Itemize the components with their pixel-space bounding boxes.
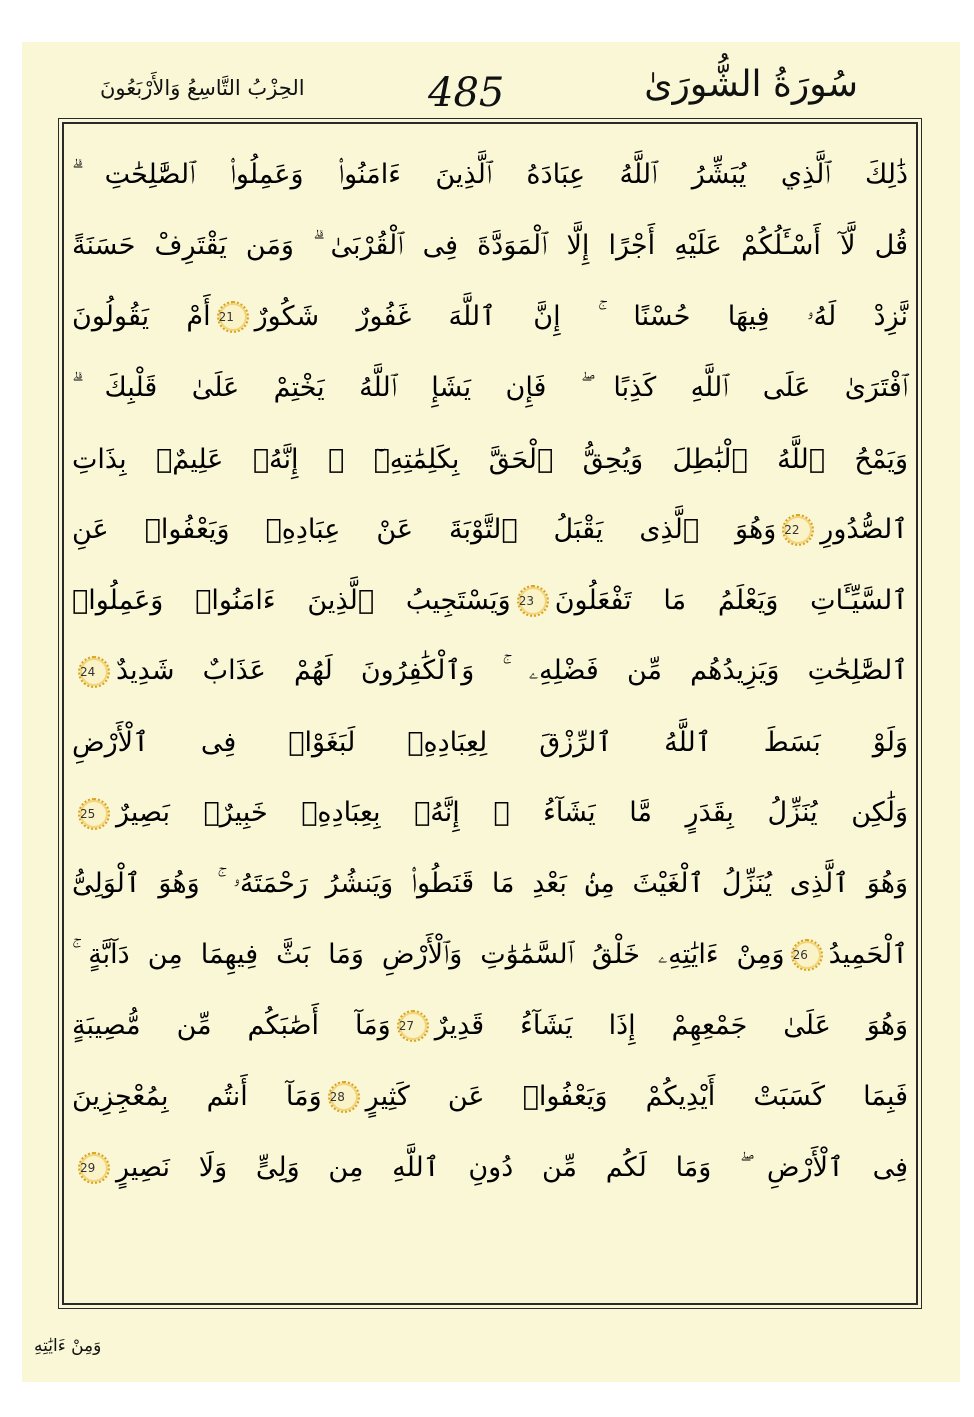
verse-text: وَهُوَ ٱلَّذِى يُنَزِّلُ ٱلْغَيْثَ مِنۢ بَعْدِ مَا قَنَطُوا۟ وَيَنشُرُ رَحْمَتَهُۥ ۚ وَهُوَ ٱلْوَلِىُّ [72, 868, 908, 900]
page-number: 485 [428, 70, 505, 116]
verse-line [72, 707, 908, 778]
verse-line-text [72, 301, 908, 334]
verse-text: ذَٰلِكَ ٱلَّذِي يُبَشِّرُ ٱللَّهُ عِبَادَهُ ٱلَّذِينَ ءَامَنُوا۟ وَعَمِلُوا۟ ٱلصَّٰلِحَٰتِ ۗ [72, 159, 908, 191]
verse-line [72, 636, 908, 707]
verse-line [72, 991, 908, 1062]
ayah-number-marker: 25 [78, 798, 110, 830]
verse-line [72, 1062, 908, 1133]
verse-text: ٱلصَّٰلِحَٰتِ وَيَزِيدُهُم مِّن فَضْلِهِۦ ۚ وَٱلْكَٰفِرُونَ لَهُمْ عَذَابٌ شَدِيدٌ [116, 655, 908, 687]
verse-line-text [72, 372, 908, 404]
verse-text: وَهُوَ عَلَىٰ جَمْعِهِمْ إِذَا يَشَآءُ قَدِيرٌ [434, 1009, 909, 1041]
verse-text: وَمِنْ ءَايَٰتِهِۦ خَلْقُ ٱلسَّمَٰوَٰتِ وَٱلْأَرْضِ وَمَا بَثَّ فِيهِمَا مِن دَآبَّةٍ ۚ [72, 938, 785, 970]
verse-line-text [72, 1081, 908, 1114]
verse-line-text [72, 159, 908, 191]
verse-text: وَيَمْحُ ٱللَّهُ ٱلْبَٰطِلَ وَيُحِقُّ ٱلْحَقَّ بِكَلِمَٰتِهِۦٓ ۚ إِنَّهُۥ عَلِيمٌۢ بِذَاتِ [72, 443, 908, 475]
verse-line-text [72, 727, 908, 758]
verse-line-text [72, 444, 908, 475]
verse-text: وَمَآ أَنتُم بِمُعْجِزِينَ [72, 1080, 322, 1112]
verse-line [72, 778, 908, 849]
verse-line-text [72, 585, 908, 618]
verse-text: وَلَٰكِن يُنَزِّلُ بِقَدَرٍ مَّا يَشَآءُ ۚ إِنَّهُۥ بِعِبَادِهِۦ خَبِيرٌۢ بَصِيرٌ [116, 797, 908, 829]
ayah-number-marker: 22 [782, 514, 814, 546]
ayah-number-marker: 24 [78, 656, 110, 688]
verse-line-text [72, 868, 908, 900]
verse-text: وَلَوْ بَسَطَ ٱللَّهُ ٱلرِّزْقَ لِعِبَادِهِۦ لَبَغَوْا۟ فِى ٱلْأَرْضِ [72, 727, 908, 759]
verse-line [72, 920, 908, 991]
verse-text: أَمْ يَقُولُونَ [72, 300, 211, 332]
verse-lines [72, 140, 908, 1203]
ayah-number-marker: 23 [517, 585, 549, 617]
catchword: وَمِنْ ءَايَٰتِهِ [34, 1336, 102, 1356]
verse-line [72, 565, 908, 636]
verse-line [72, 353, 908, 424]
verse-line [72, 849, 908, 920]
verse-text: وَهُوَ ٱلَّذِى يَقْبَلُ ٱلتَّوْبَةَ عَنْ عِبَادِهِۦ وَيَعْفُوا۟ عَنِ [72, 513, 777, 545]
page-header [48, 62, 928, 122]
verse-line-text [72, 1152, 908, 1185]
ayah-number-marker: 27 [397, 1010, 429, 1042]
surah-name: سُورَةُ الشُّورَىٰ [644, 64, 858, 105]
verse-text: ٱلسَّيِّـَٔاتِ وَيَعْلَمُ مَا تَفْعَلُونَ [554, 584, 908, 616]
verse-text: ٱلصُّدُورِ [820, 513, 908, 545]
verse-text: ٱلْحَمِيدُ [828, 938, 908, 970]
ayah-number-marker: 21 [217, 301, 249, 333]
ayah-number-marker: 29 [78, 1152, 110, 1184]
verse-text: نَّزِدْ لَهُۥ فِيهَا حُسْنًا ۚ إِنَّ ٱللَّهَ غَفُورٌ شَكُورٌ [254, 300, 908, 332]
verse-text: وَيَسْتَجِيبُ ٱلَّذِينَ ءَامَنُوا۟ وَعَمِلُوا۟ [72, 584, 511, 616]
verse-text: فِى ٱلْأَرْضِ ۖ وَمَا لَكُم مِّن دُونِ ٱللَّهِ مِن وَلِىٍّ وَلَا نَصِيرٍ [116, 1151, 908, 1183]
verse-text: قُل لَّآ أَسْـَٔلُكُمْ عَلَيْهِ أَجْرًا إِلَّا ٱلْمَوَدَّةَ فِى ٱلْقُرْبَىٰ ۗ وَمَن يَقْتَرِفْ حَسَنَةً [72, 230, 908, 262]
verse-line [72, 424, 908, 495]
verse-line [72, 140, 908, 211]
verse-text: ٱفْتَرَىٰ عَلَى ٱللَّهِ كَذِبًا ۖ فَإِن يَشَإِ ٱللَّهُ يَخْتِمْ عَلَىٰ قَلْبِكَ ۗ [72, 372, 908, 404]
verse-line-text [72, 1010, 908, 1043]
verse-line [72, 1132, 908, 1203]
verse-line-text [72, 797, 908, 830]
verse-line [72, 494, 908, 565]
verse-line [72, 211, 908, 282]
verse-line-text [72, 939, 908, 972]
verse-line-text [72, 230, 908, 262]
verse-line [72, 282, 908, 353]
verse-text: فَبِمَا كَسَبَتْ أَيْدِيكُمْ وَيَعْفُوا۟ عَن كَثِيرٍ [365, 1080, 908, 1112]
verse-line-text [72, 514, 908, 547]
hizb-name: الحِزْبُ التَّاسِعُ وَالأَرْبَعُونَ [100, 76, 305, 100]
ayah-number-marker: 26 [791, 939, 823, 971]
verse-line-text [72, 655, 908, 688]
ayah-number-marker: 28 [328, 1081, 360, 1113]
verse-text: وَمَآ أَصَٰبَكُم مِّن مُّصِيبَةٍ [72, 1009, 391, 1041]
